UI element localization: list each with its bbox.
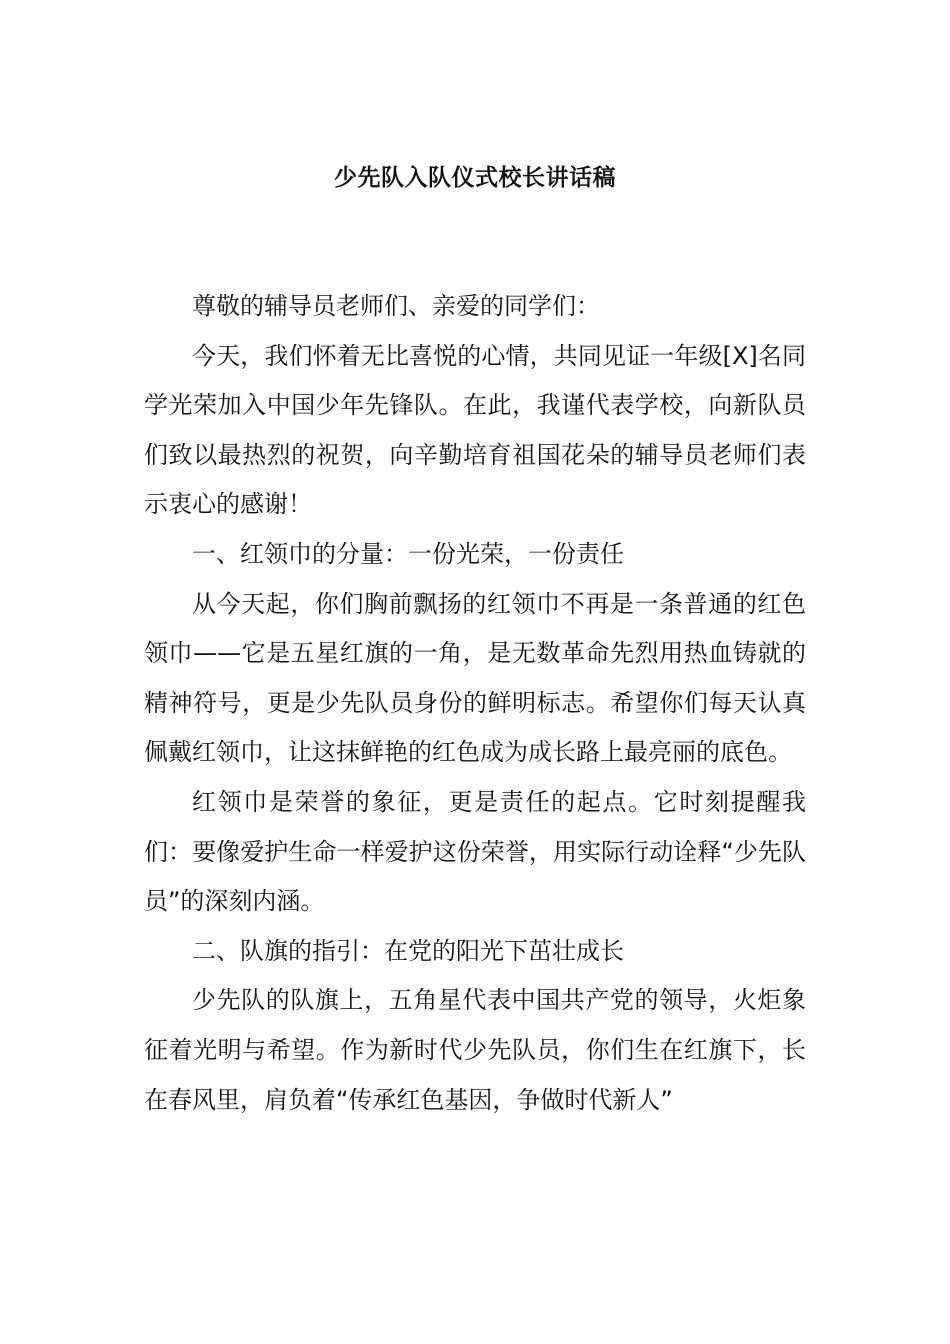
opening-paragraph: 今天，我们怀着无比喜悦的心情，共同见证一年级[X]名同学光荣加入中国少年先锋队。在此，我谨代表学校，向新队员们致以最热烈的祝贺，向辛勤培育祖国花朵的辅导员老师们表示衷心的感谢！	[144, 341, 806, 519]
salutation-paragraph: 尊敬的辅导员老师们、亲爱的同学们：	[192, 292, 600, 320]
body-paragraph: 从今天起，你们胸前飘扬的红领巾不再是一条普通的红色领巾——它是五星红旗的一角，是无数革命先烈用热血铸就的精神符号，更是少先队员身份的鲜明标志。希望你们每天认真佩戴红领巾，让这抹鲜艳的红色成为成长路上最亮丽的底色。	[144, 589, 806, 767]
document-body	[144, 282, 806, 1125]
section-heading-1: 一、红领巾的分量：一份光荣，一份责任	[192, 539, 624, 568]
document-title: 少先队入队仪式校长讲话稿	[334, 165, 616, 191]
section-heading-2: 二、队旗的指引：在党的阳光下茁壮成长	[192, 936, 624, 965]
body-paragraph: 少先队的队旗上，五角星代表中国共产党的领导，火炬象征着光明与希望。作为新时代少先队员，你们生在红旗下，长在春风里，肩负着“传承红色基因，争做时代新人”	[144, 986, 806, 1114]
body-paragraph: 红领巾是荣誉的象征，更是责任的起点。它时刻提醒我们：要像爱护生命一样爱护这份荣誉，用实际行动诠释“少先队员”的深刻内涵。	[144, 787, 806, 916]
